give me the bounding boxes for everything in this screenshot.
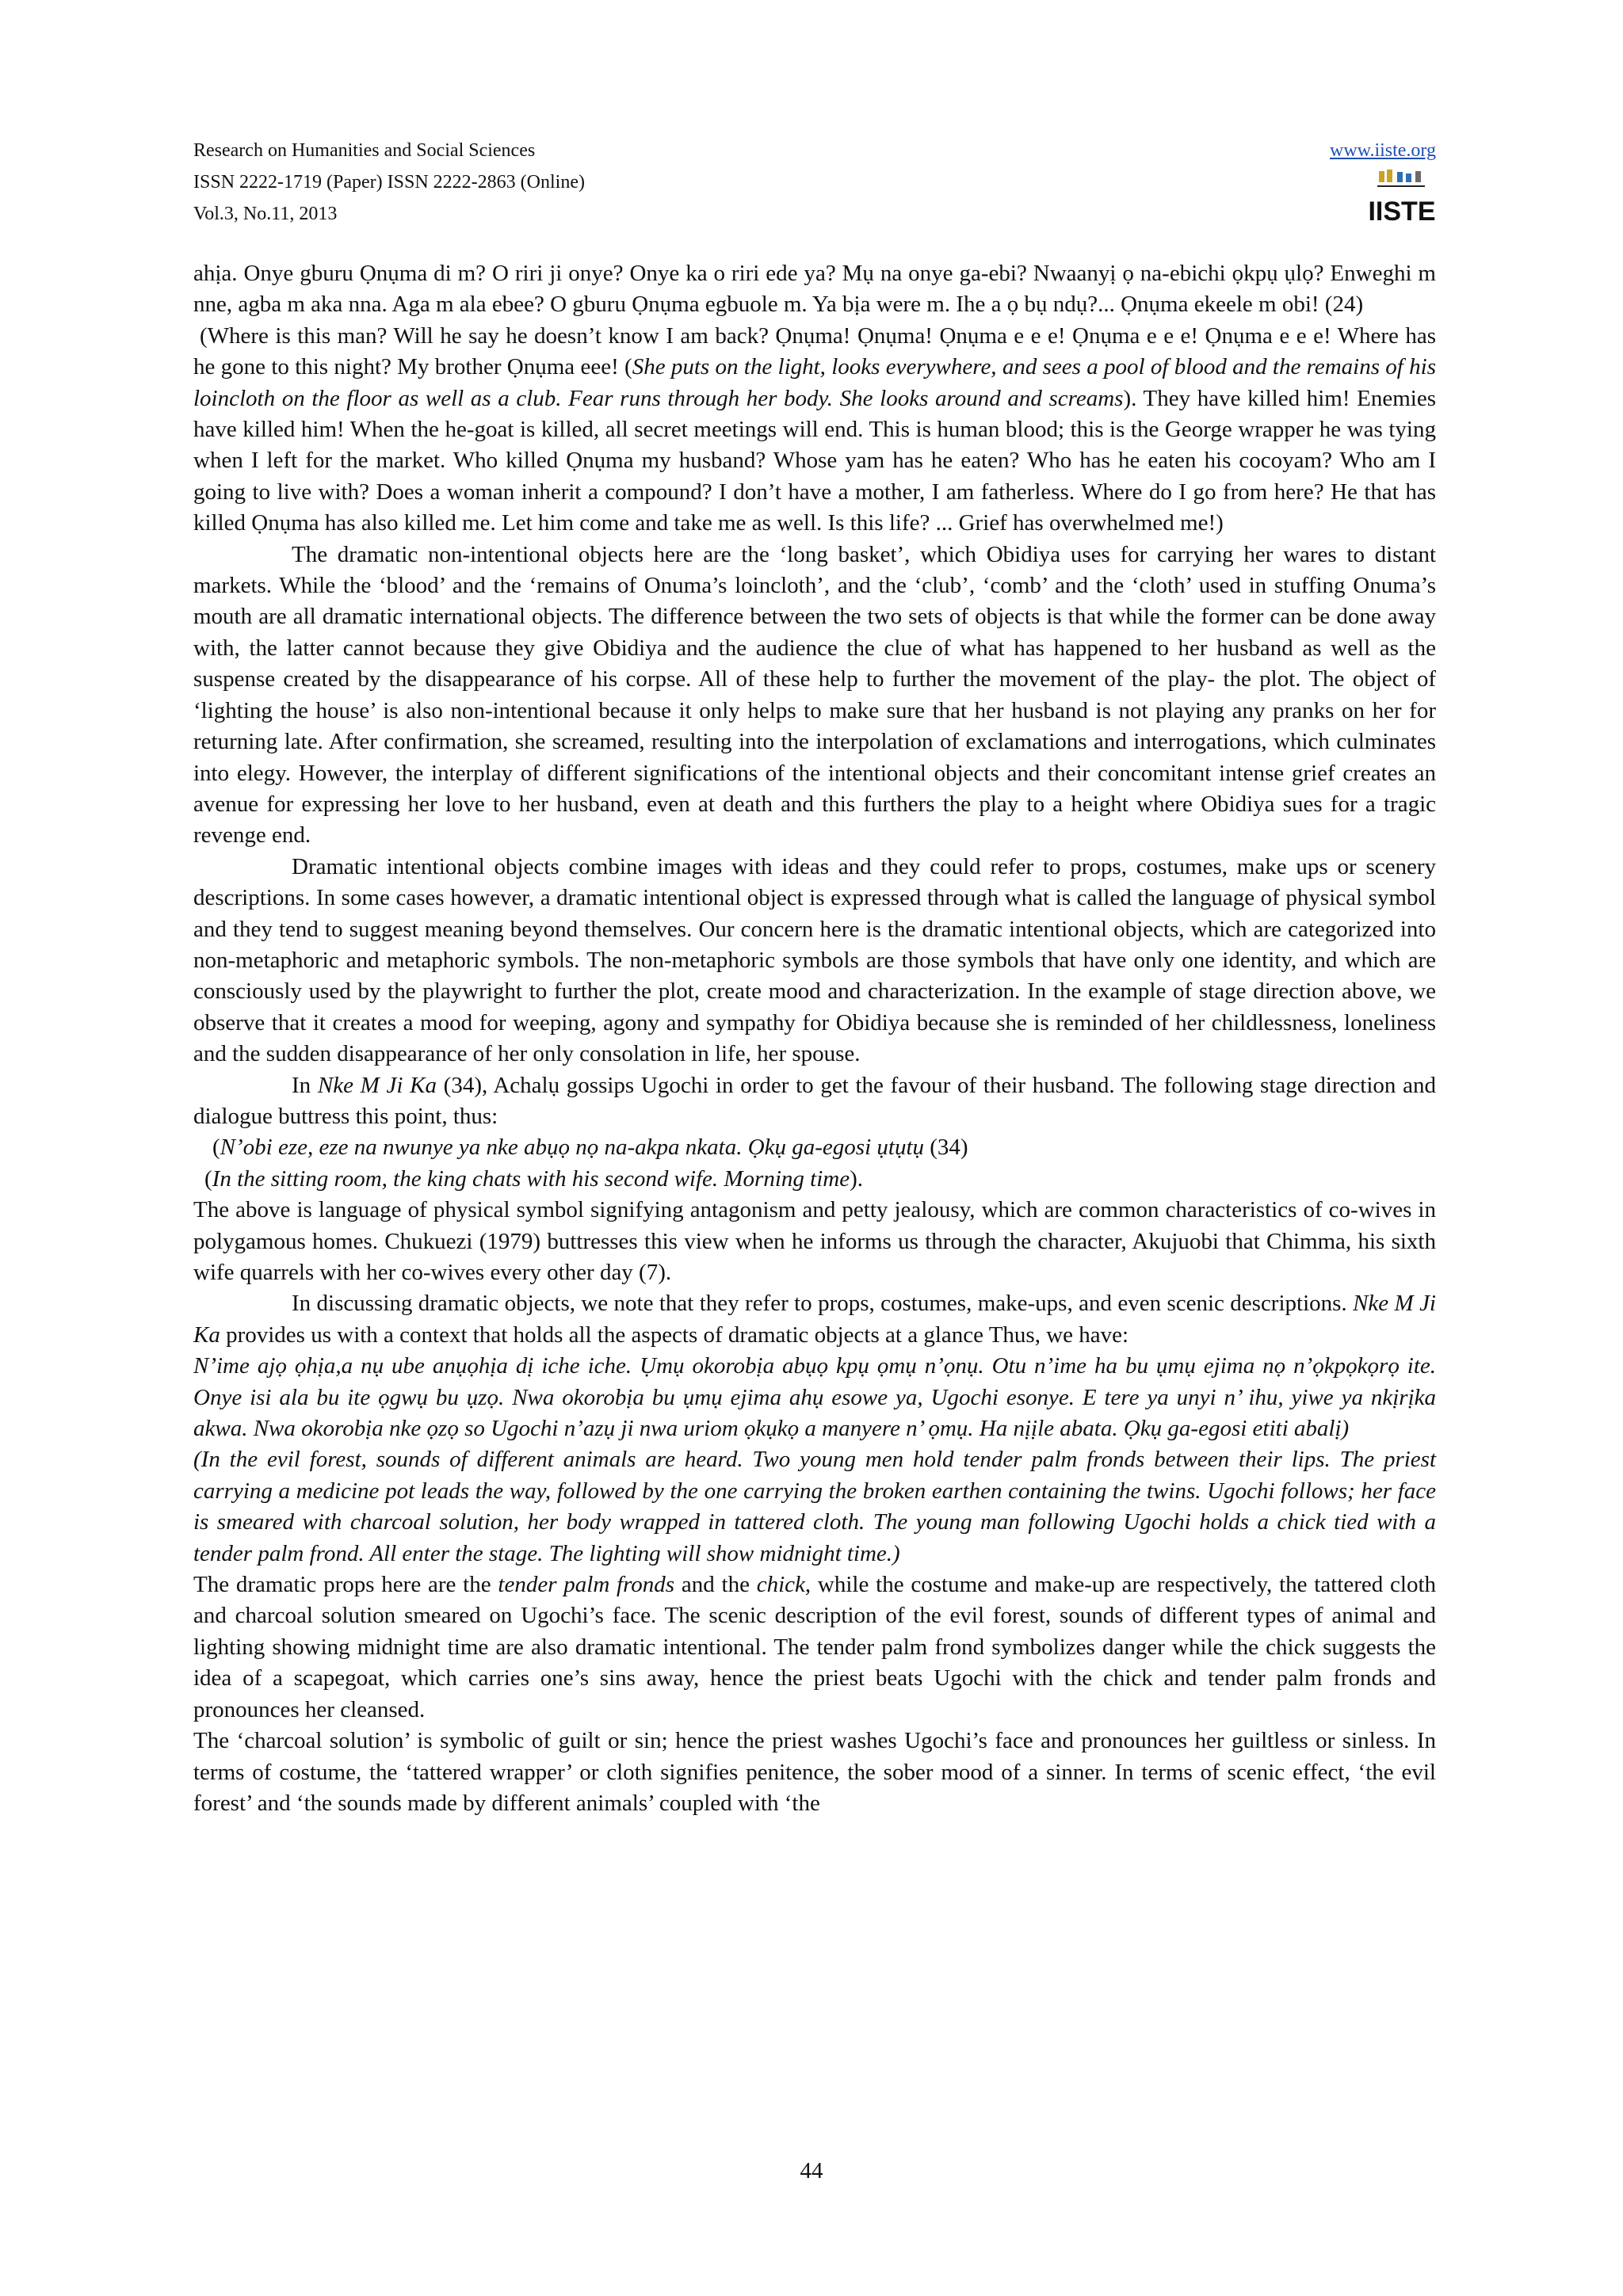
stage-direction: She puts on the light, looks everywhere, and sees a pool of blood and the remains of his loincloth on the floor as well as a club. Fear runs through her body. She looks around and screams bbox=[193, 354, 1437, 411]
article-body bbox=[193, 258, 1436, 1819]
igbo-dialogue-paragraph: ahịa. Onye gburu Ọnụma di m? O riri ji onye? Onye ka o riri ede ya? Mụ na onye ga-ebi? Nwaanyị ọ na-ebichi ọkpụ ụlọ? Enweghi m nne, agba m aka nna. Aga m ala ebee? O gburu Ọnụma egbuole m. Ya bịa were m. Ihe a ọ bụ ndụ?... Ọnụma ekeele m obi! (24) bbox=[193, 261, 1436, 318]
journal-issn: ISSN 2222-1719 (Paper) ISSN 2222-2863 (Online) bbox=[193, 172, 585, 193]
translated-stage-direction: (In the sitting room, the king chats with his second wife. Morning time). bbox=[204, 1165, 864, 1192]
journal-url-link[interactable]: www.iiste.org bbox=[1330, 140, 1436, 161]
body-paragraph: The dramatic non-intentional objects here are the ‘long basket’, which Obidiya uses for carrying her wares to distant markets. While the ‘blood’ and the ‘remains of Onuma’s loincloth’, and the ‘club’, ‘comb’ and the ‘cloth’ used in stuffing Onuma’s mouth are all dramatic international objects. The difference between the two sets of objects is that while the former can be done away with, the latter cannot because they give Obidiya and the audience the clue of what has happened to her husband as well as the suspense created by the disappearance of his corpse. All of these help to further the movement of the play- the plot. The object of ‘lighting the house’ is also non-intentional because it only helps to make sure that her husband is not playing any pranks on her for returning late. After confirmation, she screamed, resulting into the interpolation of exclamations and interrogations, which culminates into elegy. However, the interplay of different significations of the intentional objects and their concomitant intense grief creates an avenue for expressing her love to her husband, even at death and this furthers the play to a height where Obidiya sues for a tragic revenge end. bbox=[193, 541, 1436, 849]
igbo-stage-direction: (N’obi eze, eze na nwunye ya nke abụọ nọ na-akpa nkata. Ọkụ ga-egosi ụtụtụ (34) bbox=[212, 1135, 968, 1161]
body-paragraph: In Nke M Ji Ka (34), Achalụ gossips Ugochi in order to get the favour of their husband. The following stage direction and dialogue buttress this point, thus: bbox=[193, 1072, 1436, 1129]
igbo-stage-direction-block: N’ime ajọ ọhịa,a nụ ube anụọhịa dị iche iche. Ụmụ okorobịa abụọ kpụ ọmụ n’ọnụ. Otu n’ime ha bu ụmụ ejima nọ n’ọkpọkọrọ ite. Onye isi ala bu ite ọgwụ bu ụzọ. Nwa okorobịa bu ụmụ ejima ahụ esowe ya, Ugochi esonye. E tere ya unyi n’ ihu, yiwe ya nkịrịka akwa. Nwa okorobịa nke ọzọ so Ugochi n’azụ ji nwa uriom ọkụkọ a manyere n’ ọmụ. Ha nịịle abata. Ọkụ ga-egosi etiti abalị) bbox=[193, 1353, 1436, 1442]
body-paragraph: The above is language of physical symbol signifying antagonism and petty jealousy, which are common characteristics of co-wives in polygamous homes. Chukuezi (1979) buttresses this view when he informs us through the character, Akujuobi that Chimma, his sixth wife quarrels with her co-wives every other day (7). bbox=[193, 1197, 1436, 1285]
journal-volume: Vol.3, No.11, 2013 bbox=[193, 204, 338, 224]
iiste-logo-icon bbox=[1368, 170, 1436, 227]
body-paragraph: In discussing dramatic objects, we note that they refer to props, costumes, make-ups, and even scenic descriptions. Nke M Ji Ka provides us with a context that holds all the aspects of dramatic objects at a glance Thus, we have: bbox=[193, 1291, 1436, 1348]
body-paragraph: The ‘charcoal solution’ is symbolic of guilt or sin; hence the priest washes Ugochi’s face and pronounces her guiltless or sinless. In terms of costume, the ‘tattered wrapper’ or cloth signifies penitence, the sober mood of a sinner. In terms of scenic effect, ‘the evil forest’ and ‘the sounds made by different animals’ coupled with ‘the bbox=[193, 1728, 1436, 1816]
play-title: Nke M Ji Ka bbox=[193, 1291, 1436, 1348]
body-paragraph: Dramatic intentional objects combine images with ideas and they could refer to props, costumes, make ups or scenery descriptions. In some cases however, a dramatic intentional object is expressed through what is called the language of physical symbol and they tend to suggest meaning beyond themselves. Our concern here is the dramatic intentional objects, which are categorized into non-metaphoric and metaphoric symbols. The non-metaphoric symbols are those symbols that have only one identity, and which are consciously used by the playwright to further the plot, create mood and characterization. In the example of stage direction above, we observe that it creates a mood for weeping, agony and sympathy for Obidiya because she is reminded of her childlessness, loneliness and the sudden disappearance of her only consolation in life, her spouse. bbox=[193, 853, 1436, 1067]
journal-title: Research on Humanities and Social Sciences bbox=[193, 140, 536, 161]
body-paragraph: The dramatic props here are the tender palm fronds and the chick, while the costume and make-up are respectively, the tattered cloth and charcoal solution smeared on Ugochi’s face. The scenic description of the evil forest, sounds of different types of animal and lighting showing midnight time are also dramatic intentional. The tender palm frond symbolizes danger while the chick suggests the idea of a scapegoat, which carries one’s sins away, hence the priest beats Ugochi with the chick and tender palm fronds and pronounces her cleansed. bbox=[193, 1572, 1437, 1722]
play-title: Nke M Ji Ka bbox=[317, 1072, 437, 1098]
page-number: 44 bbox=[800, 2158, 823, 2183]
journal-header bbox=[193, 135, 585, 230]
logo-lettering: IISTE bbox=[1368, 196, 1436, 227]
translated-stage-direction-block: (In the evil forest, sounds of different animals are heard. Two young men hold tender palm fronds between their lips. The priest carrying a medicine pot leads the way, followed by the one carrying the broken earthen containing the twins. Ugochi follows; her face is smeared with charcoal solution, her body wrapped in tattered cloth. The young man following Ugochi holds a chick tied with a tender palm frond. All enter the stage. The lighting will show midnight time.) bbox=[193, 1447, 1436, 1566]
translation-paragraph: (Where is this man? Will he say he doesn’t know I am back? Ọnụma! Ọnụma! Ọnụma e e e! Ọnụma e e e! Ọnụma e e e! Where has he gone to this night? My brother Ọnụma eee! (She puts on the light, looks everywhere, and sees a pool of blood and the remains of his loincloth on the floor as well as a club. Fear runs through her body. She looks around and screams). They have killed him! Enemies have killed him! When the he-goat is killed, all secret meetings will end. This is human blood; this is the George wrapper he was tying when I left for the market. Who killed Ọnụma my husband? Whose yam has he eaten? Who has he eaten his cocoyam? Who am I going to live with? Does a woman inherit a compound? I don’t have a mother, I am fatherless. Where do I go from here? He that has killed Ọnụma has also killed me. Let him come and take me as well. Is this life? ... Grief has overwhelmed me!) bbox=[193, 322, 1437, 536]
